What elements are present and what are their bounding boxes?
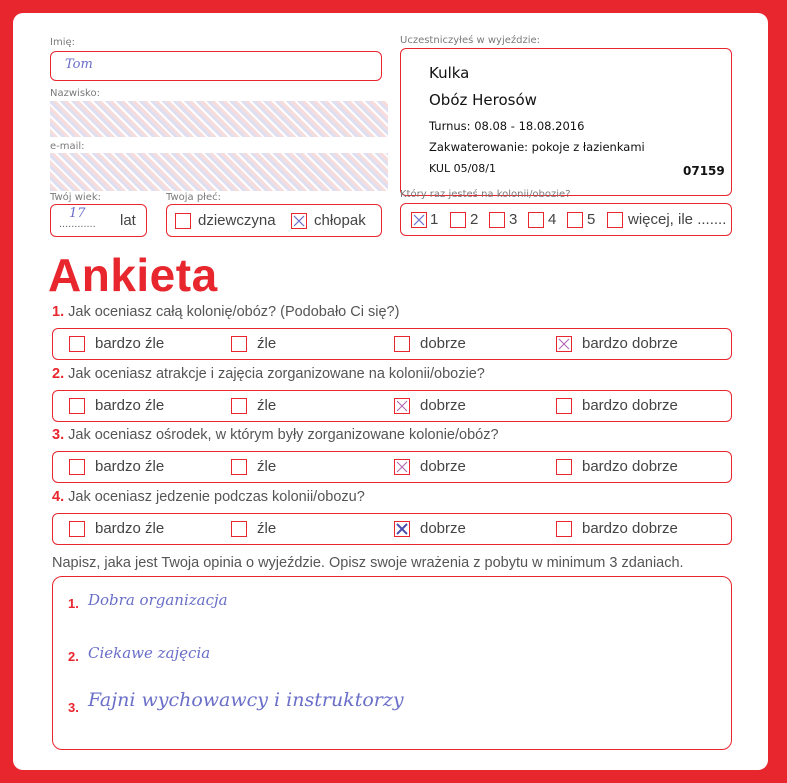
- rating-checkbox[interactable]: [556, 336, 572, 352]
- rating-checkbox[interactable]: [69, 459, 85, 475]
- imie-field[interactable]: [50, 51, 382, 81]
- times-label: Który raz jesteś na kolonii/obozie?: [400, 189, 571, 200]
- opinion-prompt: Napisz, jaka jest Twoja opinia o wyjeździe. Opisz swoje wrażenia z pobytu w minimum 3 zdaniach.: [52, 555, 684, 571]
- times-option-1: 1: [430, 211, 439, 228]
- question-2-options: [52, 390, 732, 422]
- rating-checkbox[interactable]: [231, 521, 247, 537]
- rating-option-label: dobrze: [420, 520, 466, 537]
- participant-line1: Kulka: [429, 64, 470, 82]
- question-4-options: [52, 513, 732, 545]
- plec-option-dziewczyna: dziewczyna: [198, 212, 276, 229]
- rating-checkbox[interactable]: [231, 459, 247, 475]
- rating-checkbox[interactable]: [69, 521, 85, 537]
- opinion-text-3: Fajni wychowawcy i instruktorzy: [88, 689, 404, 711]
- rating-option-label: bardzo źle: [95, 397, 165, 414]
- wiek-value: 17: [69, 206, 86, 221]
- survey-title: Ankieta: [48, 249, 218, 301]
- opinion-num-3: 3.: [68, 700, 79, 715]
- imie-label: Imię:: [50, 37, 75, 48]
- imie-value: Tom: [65, 57, 93, 72]
- rating-option-label: bardzo dobrze: [582, 458, 678, 475]
- question-number: 4.: [52, 489, 65, 505]
- question-label: Jak oceniasz jedzenie podczas kolonii/obozu?: [68, 489, 365, 505]
- opinion-box[interactable]: [52, 576, 732, 750]
- times-checkbox-more[interactable]: [607, 212, 623, 228]
- rating-option-label: bardzo dobrze: [582, 397, 678, 414]
- rating-option-label: bardzo dobrze: [582, 520, 678, 537]
- participant-box: [400, 48, 732, 196]
- nazwisko-redacted: [50, 101, 388, 137]
- rating-checkbox[interactable]: [394, 398, 410, 414]
- cross-mark-icon: [556, 336, 572, 352]
- cross-mark-icon: [394, 459, 410, 475]
- rating-checkbox[interactable]: [556, 521, 572, 537]
- wiek-dots: ............: [59, 218, 96, 230]
- survey-sheet: [13, 13, 768, 770]
- wiek-field[interactable]: [50, 204, 147, 237]
- plec-checkbox-chlopak[interactable]: [291, 213, 307, 229]
- times-option-3: 3: [509, 211, 518, 228]
- rating-option-label: źle: [257, 397, 277, 414]
- participant-number: 07159: [683, 164, 725, 178]
- plec-option-chlopak: chłopak: [314, 212, 366, 229]
- times-checkbox-1[interactable]: [411, 212, 427, 228]
- question-label: Jak oceniasz całą kolonię/obóz? (Podobało Ci się?): [68, 304, 400, 320]
- cross-mark-icon: [394, 398, 410, 414]
- rating-option-label: dobrze: [420, 458, 466, 475]
- rating-option-label: bardzo źle: [95, 520, 165, 537]
- rating-checkbox[interactable]: [556, 459, 572, 475]
- times-option-4: 4: [548, 211, 557, 228]
- rating-checkbox[interactable]: [69, 398, 85, 414]
- cross-mark-icon: [394, 521, 410, 537]
- rating-option-label: bardzo źle: [95, 458, 165, 475]
- question-1-options: [52, 328, 732, 360]
- question-2-text: [52, 366, 485, 382]
- rating-option-label: źle: [257, 520, 277, 537]
- plec-label: Twoja płeć:: [166, 192, 222, 203]
- wiek-label: Twój wiek:: [50, 192, 101, 203]
- opinion-num-1: 1.: [68, 596, 79, 611]
- rating-checkbox[interactable]: [231, 398, 247, 414]
- rating-option-label: źle: [257, 458, 277, 475]
- question-4-text: [52, 489, 365, 505]
- rating-checkbox[interactable]: [394, 336, 410, 352]
- question-number: 1.: [52, 304, 65, 320]
- question-3-options: [52, 451, 732, 483]
- participant-code: KUL 05/08/1: [429, 162, 496, 175]
- question-number: 3.: [52, 427, 65, 443]
- plec-field: [166, 204, 382, 237]
- email-label: e-mail:: [50, 141, 85, 152]
- times-checkbox-3[interactable]: [489, 212, 505, 228]
- times-option-more: więcej, ile .......: [628, 211, 727, 228]
- cross-mark-icon: [291, 213, 307, 229]
- rating-checkbox[interactable]: [394, 459, 410, 475]
- rating-checkbox[interactable]: [69, 336, 85, 352]
- rating-option-label: dobrze: [420, 335, 466, 352]
- question-number: 2.: [52, 366, 65, 382]
- question-label: Jak oceniasz ośrodek, w którym były zorganizowane kolonie/obóz?: [68, 427, 499, 443]
- rating-option-label: bardzo dobrze: [582, 335, 678, 352]
- opinion-num-2: 2.: [68, 649, 79, 664]
- question-1-text: [52, 304, 399, 320]
- cross-mark-icon: [411, 212, 427, 228]
- question-label: Jak oceniasz atrakcje i zajęcia zorganizowane na kolonii/obozie?: [68, 366, 485, 382]
- participant-line2: Obóz Herosów: [429, 91, 537, 109]
- email-redacted: [50, 153, 388, 191]
- times-checkbox-2[interactable]: [450, 212, 466, 228]
- rating-checkbox[interactable]: [556, 398, 572, 414]
- wiek-unit: lat: [120, 212, 136, 229]
- times-checkbox-5[interactable]: [567, 212, 583, 228]
- opinion-text-1: Dobra organizacja: [88, 591, 228, 609]
- times-option-2: 2: [470, 211, 479, 228]
- opinion-text-2: Ciekawe zajęcia: [88, 644, 211, 662]
- times-field: [400, 203, 732, 236]
- rating-checkbox[interactable]: [394, 521, 410, 537]
- participant-label: Uczestniczyłeś w wyjeździe:: [400, 35, 541, 46]
- plec-checkbox-dziewczyna[interactable]: [175, 213, 191, 229]
- rating-option-label: bardzo źle: [95, 335, 165, 352]
- turnus-text: Turnus: 08.08 - 18.08.2016: [429, 119, 585, 133]
- zakwaterowanie-text: Zakwaterowanie: pokoje z łazienkami: [429, 140, 645, 154]
- nazwisko-label: Nazwisko:: [50, 88, 100, 99]
- rating-option-label: dobrze: [420, 397, 466, 414]
- rating-checkbox[interactable]: [231, 336, 247, 352]
- times-checkbox-4[interactable]: [528, 212, 544, 228]
- question-3-text: [52, 427, 499, 443]
- rating-option-label: źle: [257, 335, 277, 352]
- times-option-5: 5: [587, 211, 596, 228]
